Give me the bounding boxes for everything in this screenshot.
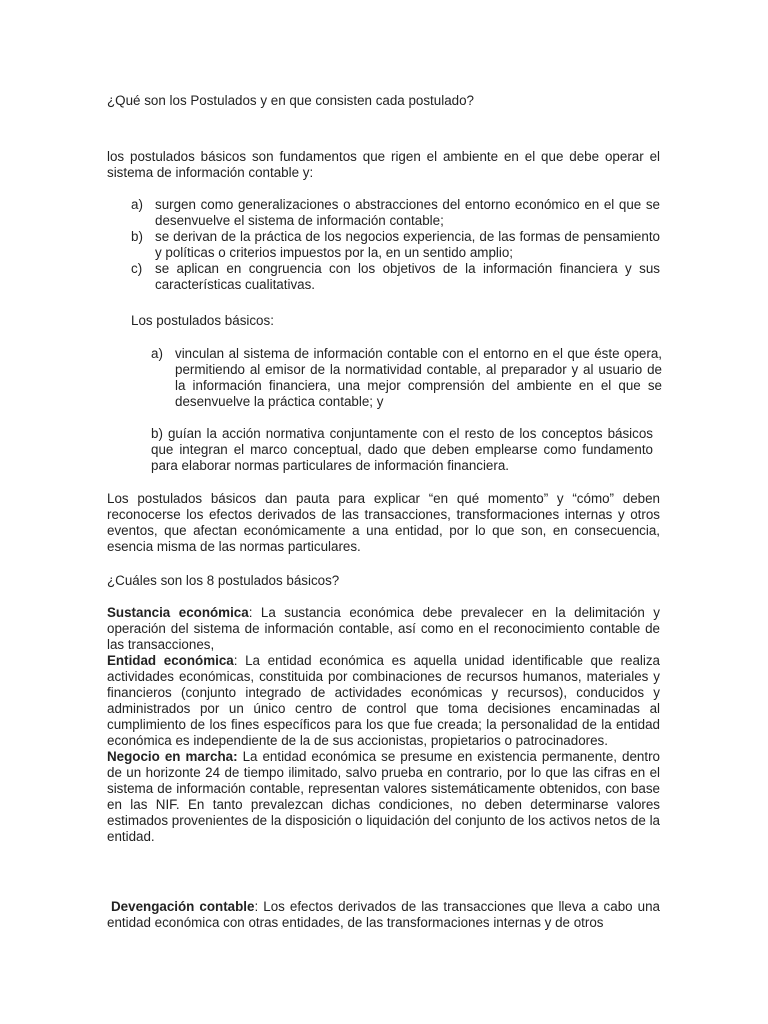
list-item (131, 229, 660, 261)
list-item-b: b) guían la acción normativa conjuntamente con el resto de los conceptos básicos que integran el marco conceptual, dado que deben emplearse como fundamento para elaborar normas particulares de información financiera. (151, 426, 653, 473)
functions-list (151, 346, 662, 410)
postulado-sustancia (107, 605, 660, 653)
characteristics-list (131, 197, 660, 293)
list-item-text: vinculan al sistema de información contable con el entorno en el que éste opera, permitiendo al emisor de la normatividad contable, al preparador y al usuario de la información financiera, una mejor comprensión del ambiente en el que se desenvuelve la práctica contable; y (175, 346, 662, 409)
question-postulados: ¿Qué son los Postulados y en que consisten cada postulado? (107, 93, 474, 108)
postulado-text: : La entidad económica es aquella unidad identificable que realiza actividades económicas, constituida por combinaciones de recursos humanos, materiales y financieros (conjunto integrado de actividades económicas y recursos), conducidos y administrados por un único centro de control que toma decisiones encaminadas al cumplimiento de los fines específicos para los que fue creada; la personalidad de la entidad económica es independiente de la de sus accionistas, propietarios o patrocinadores. (107, 653, 660, 748)
postulado-entidad (107, 653, 660, 749)
postulado-devengacion (107, 899, 660, 931)
list-marker: a) (131, 197, 143, 212)
pauta-paragraph: Los postulados básicos dan pauta para explicar “en qué momento” y “cómo” deben reconocerse los efectos derivados de las transacciones, transformaciones internas y otros eventos, que afectan económicamente a una entidad, por lo que son, en consecuencia, esencia misma de las normas particulares. (107, 491, 660, 554)
list-marker: b) (131, 229, 143, 244)
list-item (131, 197, 660, 229)
postulado-term: Devengación contable (111, 899, 255, 914)
intro-paragraph: los postulados básicos son fundamentos que rigen el ambiente en el que debe operar el sistema de información contable y: (107, 149, 660, 180)
list-marker: c) (131, 261, 143, 276)
postulado-term: Sustancia económica (107, 605, 249, 620)
list-item-text: se derivan de la práctica de los negocios experiencia, de las formas de pensamiento y políticas o criterios impuestos por la, en un sentido amplio; (155, 229, 660, 260)
postulado-term: Negocio en marcha: (107, 749, 238, 764)
list-item-text: surgen como generalizaciones o abstracciones del entorno económico en el que se desenvuelve el sistema de información contable; (155, 197, 660, 228)
postulado-term: Entidad económica (107, 653, 234, 668)
list-item (151, 346, 662, 410)
postulado-text: : Los efectos derivados de las transacciones que lleva a cabo una entidad económica con otras entidades, de las transformaciones internas y de otros (107, 899, 660, 930)
subheading-postulados: Los postulados básicos: (131, 313, 274, 328)
list-item-text: se aplican en congruencia con los objetivos de la información financiera y sus características cualitativas. (155, 261, 660, 292)
list-marker: a) (151, 346, 163, 361)
postulado-negocio (107, 749, 660, 845)
list-item (131, 261, 660, 293)
question-ocho-postulados: ¿Cuáles son los 8 postulados básicos? (107, 573, 340, 588)
postulado-text: : La sustancia económica debe prevalecer en la delimitación y operación del sistema de información contable, así como en el reconocimiento contable de las transacciones, (107, 605, 661, 652)
postulados-section (107, 605, 660, 845)
postulado-text: La entidad económica se presume en existencia permanente, dentro de un horizonte 24 de tiempo ilimitado, salvo prueba en contrario, por lo que las cifras en el sistema de información contable, representan valores sistemáticamente obtenidos, con base en las NIF. En tanto prevalezcan dichas condiciones, no deben determinarse valores estimados provenientes de la disposición o liquidación del conjunto de los activos netos de la entidad. (107, 749, 660, 844)
